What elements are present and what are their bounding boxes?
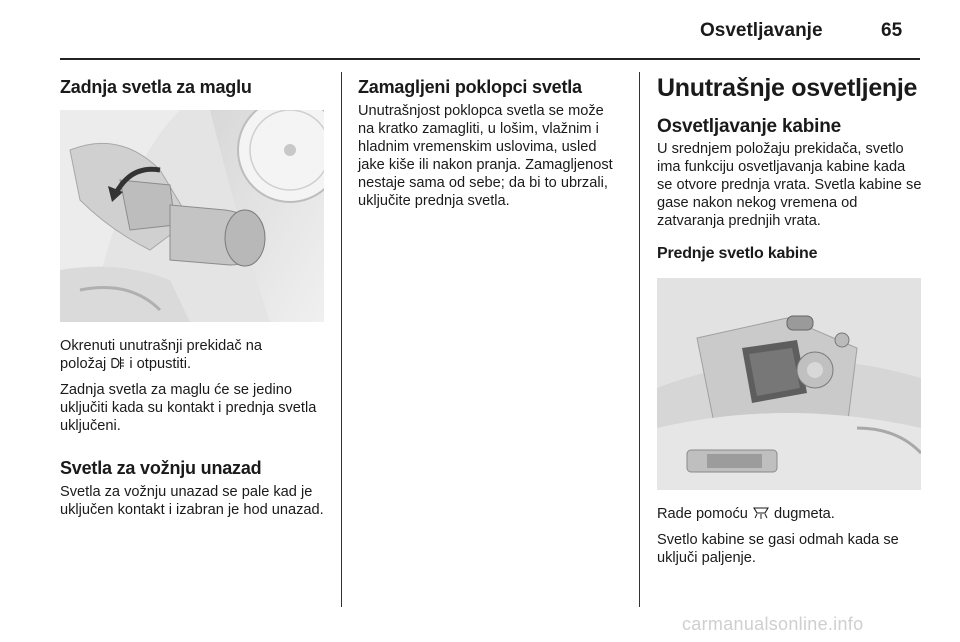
watermark: carmanualsonline.info: [682, 614, 864, 634]
page-number: 65: [881, 20, 903, 41]
header-title: Osvetljavanje: [700, 20, 823, 41]
courtesy-light-ignition-note: Svetlo kabine se gasi odmah kada se uključi paljenje.: [657, 532, 899, 566]
misted-lights-text: Unutrašnjost poklopca svetla se može na kratko zamagliti, u lošim, vlažnim i hladnim vremenskim uslovima, usled jake kiše ili nakon pranja. Zamagljenost nestaje sama od sebe; da bi to ubrzali, uključite prednja svetla.: [358, 103, 613, 209]
right-column: [657, 73, 922, 567]
rear-fog-light-icon: [110, 356, 125, 370]
middle-column: [358, 76, 623, 210]
fog-lights-instruction: Okrenuti unutrašnji prekidač na položaj i otpustiti.: [60, 338, 262, 372]
misted-lights-heading: Zamagljeni poklopci svetla: [358, 77, 582, 97]
front-courtesy-light-heading: Prednje svetlo kabine: [657, 245, 818, 262]
column-divider-2: [639, 72, 640, 607]
fog-light-switch-figure: [60, 110, 324, 322]
courtesy-light-operation: Rade pomoću dugmeta.: [657, 506, 835, 522]
courtesy-light-heading: Osvetljavanje kabine: [657, 116, 841, 137]
interior-lighting-title: Unutrašnje osvetljenje: [657, 74, 918, 102]
column-divider-1: [341, 72, 342, 607]
courtesy-light-icon: [752, 506, 770, 520]
reversing-lights-text: Svetla za vožnju unazad se pale kad je uključen kontakt i izabran je hod unazad.: [60, 484, 324, 518]
courtesy-light-text: U srednjem položaju prekidača, svetlo ima funkciju osvetljavanja kabine kada se otvore prednja vrata. Svetla kabine se gase nakon nekog vremena od zatvaranja prednjih vrata.: [657, 141, 922, 229]
left-column: [60, 76, 325, 519]
fog-lights-note: Zadnja svetla za maglu će se jedino uključiti kada su kontakt i prednja svetla uključeni.: [60, 382, 317, 434]
fog-lights-heading: Zadnja svetla za maglu: [60, 77, 252, 97]
front-courtesy-light-figure: [657, 278, 921, 490]
header-rule: [60, 58, 920, 60]
reversing-lights-heading: Svetla za vožnju unazad: [60, 458, 262, 478]
